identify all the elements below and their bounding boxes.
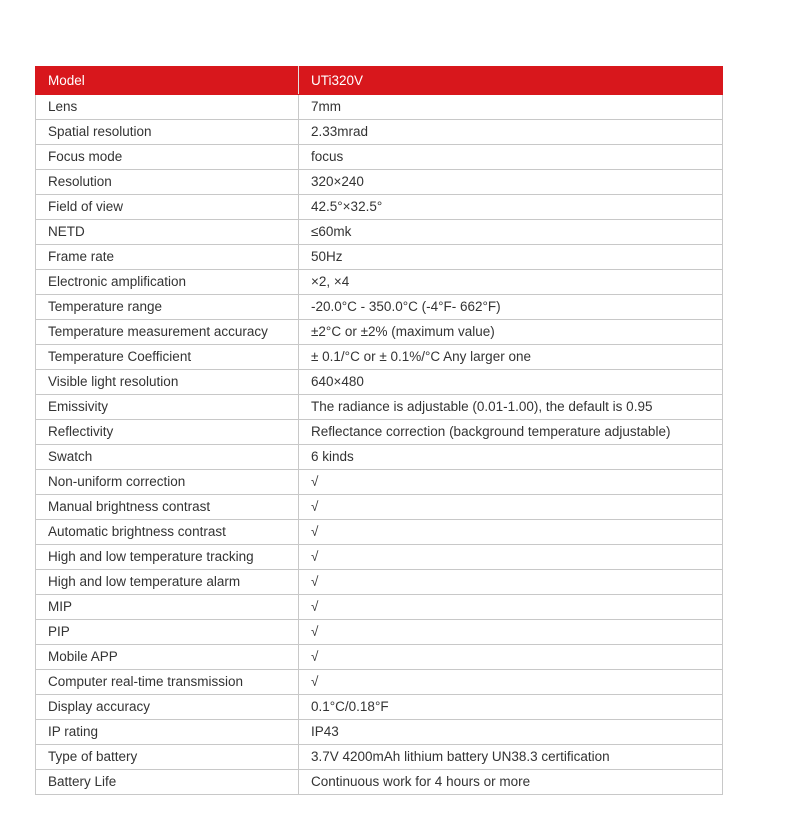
spec-name-cell: High and low temperature tracking	[36, 545, 299, 570]
header-model-label: Model	[36, 67, 299, 95]
spec-name-cell: Non-uniform correction	[36, 470, 299, 495]
spec-value-cell: 7mm	[299, 95, 723, 120]
spec-value-cell: √	[299, 470, 723, 495]
table-row	[36, 420, 723, 445]
header-model-value: UTi320V	[299, 67, 723, 95]
table-row	[36, 195, 723, 220]
spec-value-cell: √	[299, 670, 723, 695]
spec-value-cell: 6 kinds	[299, 445, 723, 470]
spec-name-cell: High and low temperature alarm	[36, 570, 299, 595]
spec-value-cell: Continuous work for 4 hours or more	[299, 770, 723, 795]
spec-name-cell: Temperature range	[36, 295, 299, 320]
table-row	[36, 645, 723, 670]
spec-value-cell: ×2, ×4	[299, 270, 723, 295]
spec-value-cell: -20.0°C - 350.0°C (-4°F- 662°F)	[299, 295, 723, 320]
table-row	[36, 595, 723, 620]
spec-value-cell: 640×480	[299, 370, 723, 395]
spec-value-cell: Reflectance correction (background temperature adjustable)	[299, 420, 723, 445]
spec-value-cell: √	[299, 645, 723, 670]
table-row	[36, 395, 723, 420]
spec-value-cell: ±2°C or ±2% (maximum value)	[299, 320, 723, 345]
spec-name-cell: Manual brightness contrast	[36, 495, 299, 520]
table-header	[36, 67, 723, 95]
spec-name-cell: Temperature measurement accuracy	[36, 320, 299, 345]
table-row	[36, 470, 723, 495]
table-row	[36, 695, 723, 720]
table-row	[36, 245, 723, 270]
spec-name-cell: Focus mode	[36, 145, 299, 170]
table-row	[36, 620, 723, 645]
table-row	[36, 545, 723, 570]
spec-value-cell: The radiance is adjustable (0.01-1.00), the default is 0.95	[299, 395, 723, 420]
table-row	[36, 670, 723, 695]
spec-name-cell: Lens	[36, 95, 299, 120]
spec-value-cell: 2.33mrad	[299, 120, 723, 145]
spec-value-cell: ± 0.1/°C or ± 0.1%/°C Any larger one	[299, 345, 723, 370]
specifications-table	[35, 66, 723, 795]
table-row	[36, 320, 723, 345]
spec-value-cell: 50Hz	[299, 245, 723, 270]
spec-name-cell: Field of view	[36, 195, 299, 220]
spec-name-cell: Type of battery	[36, 745, 299, 770]
spec-value-cell: IP43	[299, 720, 723, 745]
spec-value-cell: √	[299, 495, 723, 520]
spec-name-cell: Computer real-time transmission	[36, 670, 299, 695]
table-row	[36, 145, 723, 170]
spec-name-cell: Visible light resolution	[36, 370, 299, 395]
spec-name-cell: Emissivity	[36, 395, 299, 420]
table-body	[36, 95, 723, 795]
spec-name-cell: Reflectivity	[36, 420, 299, 445]
table-row	[36, 95, 723, 120]
spec-name-cell: MIP	[36, 595, 299, 620]
spec-value-cell: 3.7V 4200mAh lithium battery UN38.3 certification	[299, 745, 723, 770]
spec-value-cell: √	[299, 570, 723, 595]
spec-name-cell: IP rating	[36, 720, 299, 745]
spec-name-cell: Resolution	[36, 170, 299, 195]
spec-value-cell: focus	[299, 145, 723, 170]
spec-name-cell: Battery Life	[36, 770, 299, 795]
spec-value-cell: √	[299, 595, 723, 620]
spec-value-cell: √	[299, 620, 723, 645]
table-row	[36, 720, 723, 745]
table-row	[36, 120, 723, 145]
table-header-row	[36, 67, 723, 95]
table-row	[36, 345, 723, 370]
spec-value-cell: √	[299, 520, 723, 545]
spec-name-cell: Swatch	[36, 445, 299, 470]
table-row	[36, 770, 723, 795]
spec-value-cell: 320×240	[299, 170, 723, 195]
table-row	[36, 520, 723, 545]
spec-value-cell: 0.1°C/0.18°F	[299, 695, 723, 720]
table-row	[36, 295, 723, 320]
spec-name-cell: Spatial resolution	[36, 120, 299, 145]
spec-value-cell: √	[299, 545, 723, 570]
spec-name-cell: Display accuracy	[36, 695, 299, 720]
spec-value-cell: 42.5°×32.5°	[299, 195, 723, 220]
table-row	[36, 745, 723, 770]
table-row	[36, 220, 723, 245]
spec-name-cell: Frame rate	[36, 245, 299, 270]
spec-name-cell: PIP	[36, 620, 299, 645]
table-row	[36, 445, 723, 470]
spec-name-cell: Mobile APP	[36, 645, 299, 670]
table-row	[36, 170, 723, 195]
spec-name-cell: Temperature Coefficient	[36, 345, 299, 370]
table-row	[36, 270, 723, 295]
spec-name-cell: NETD	[36, 220, 299, 245]
spec-name-cell: Electronic amplification	[36, 270, 299, 295]
table-row	[36, 495, 723, 520]
spec-name-cell: Automatic brightness contrast	[36, 520, 299, 545]
spec-value-cell: ≤60mk	[299, 220, 723, 245]
table-row	[36, 370, 723, 395]
table-row	[36, 570, 723, 595]
